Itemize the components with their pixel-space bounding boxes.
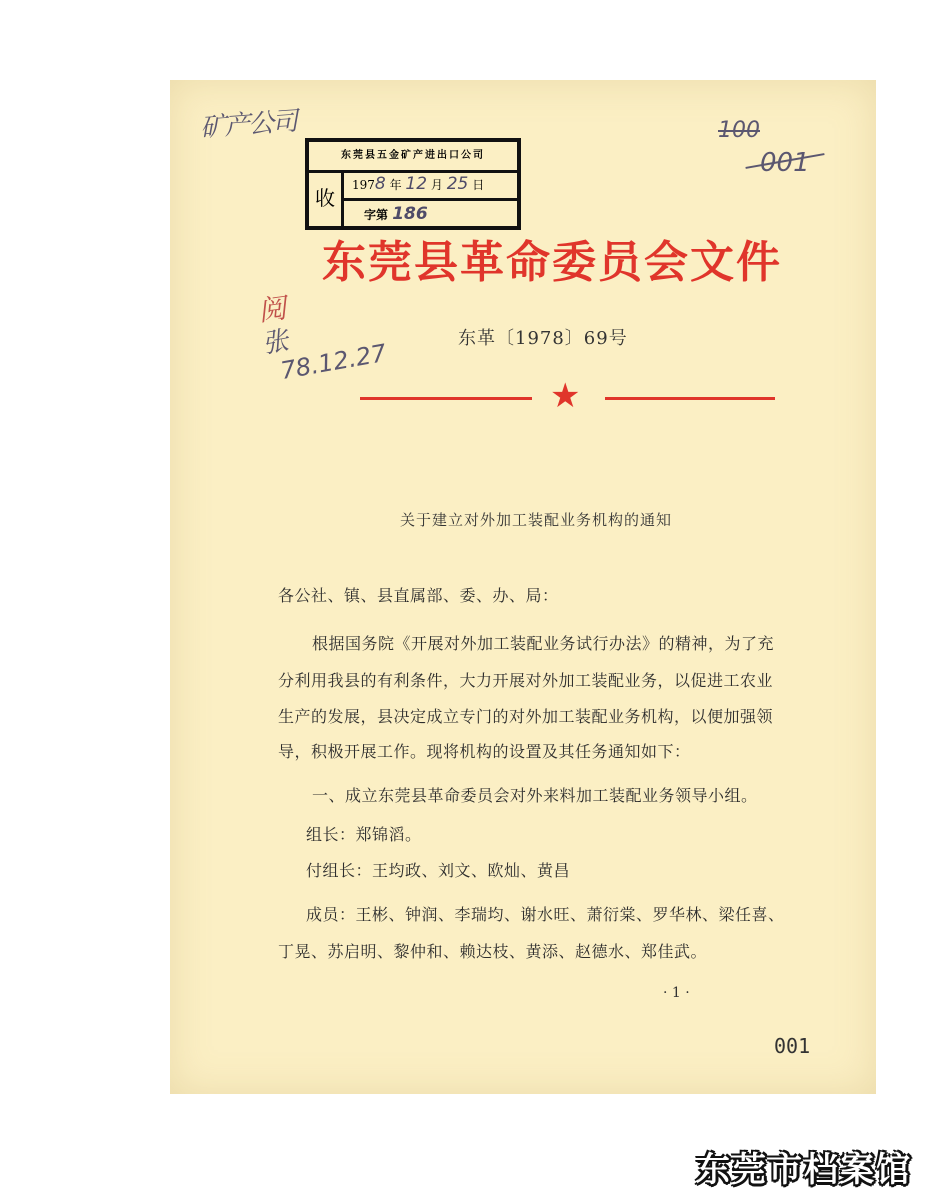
stamp-year-prefix: 197 (352, 178, 375, 192)
handwritten-new-number: 001 (760, 148, 810, 178)
stamp-year-label: 年 (389, 178, 402, 192)
header-rule-left (360, 397, 532, 400)
paragraph-line: 分利用我县的有利条件，大力开展对外加工装配业务，以促进工农业 (278, 671, 774, 690)
item-one: 一、成立东莞县革命委员会对外来料加工装配业务领导小组。 (312, 786, 758, 805)
handwritten-note-top-left: 矿产公司 (199, 106, 298, 144)
handwritten-old-number: 100 (718, 118, 760, 143)
stamp-month-label: 月 (430, 178, 443, 192)
notice-title: 关于建立对外加工装配业务机构的通知 (400, 511, 673, 529)
paragraph-line: 根据国务院《开展对外加工装配业务试行办法》的精神，为了充 (312, 634, 775, 653)
document-header-title: 东莞县革命委员会文件 (322, 237, 782, 288)
stamp-day-label: 日 (472, 178, 485, 192)
receipt-stamp (305, 138, 521, 230)
stamp-ref-row (344, 201, 517, 227)
stamp-ref-hand: 186 (392, 204, 428, 224)
paragraph-line: 生产的发展，县决定成立专门的对外加工装配业务机构，以便加强领 (278, 707, 774, 726)
stamp-receive-label: 收 (309, 170, 344, 226)
handwritten-date: 78.12.27 (278, 338, 389, 386)
members-line: 丁晃、苏启明、黎仲和、赖达枝、黄添、赵德水、郑佳武。 (278, 942, 708, 961)
deputy-leaders: 付组长：王均政、刘文、欧灿、黄昌 (306, 861, 571, 880)
star-icon: ★ (550, 376, 581, 416)
paragraph-line: 导，积极开展工作。现将机构的设置及其任务通知如下： (278, 742, 691, 761)
group-leader: 组长：郑锦滔。 (306, 825, 422, 844)
stamp-org: 东莞县五金矿产进出口公司 (309, 142, 517, 173)
stamp-date-row (344, 170, 517, 201)
document-number: 东革〔1978〕69号 (458, 328, 628, 349)
page-code: 001 (774, 1034, 811, 1058)
page-number: · 1 · (663, 985, 690, 1001)
header-rule-right (605, 397, 775, 400)
stamp-ref-label: 字第 (364, 208, 389, 222)
archive-watermark: 东莞市档案馆 (696, 1150, 912, 1190)
salutation: 各公社、镇、县直属部、委、办、局： (278, 586, 559, 605)
stamp-day-hand: 25 (446, 174, 469, 194)
members-line: 成员：王彬、钟润、李瑞均、谢水旺、萧衍棠、罗华林、梁任喜、 (306, 905, 785, 924)
handwritten-red-mark: 阅 (256, 291, 289, 328)
stamp-month-hand: 12 (405, 174, 428, 194)
handwritten-signature: 张 (260, 326, 289, 360)
stamp-year-hand: 8 (374, 174, 386, 194)
